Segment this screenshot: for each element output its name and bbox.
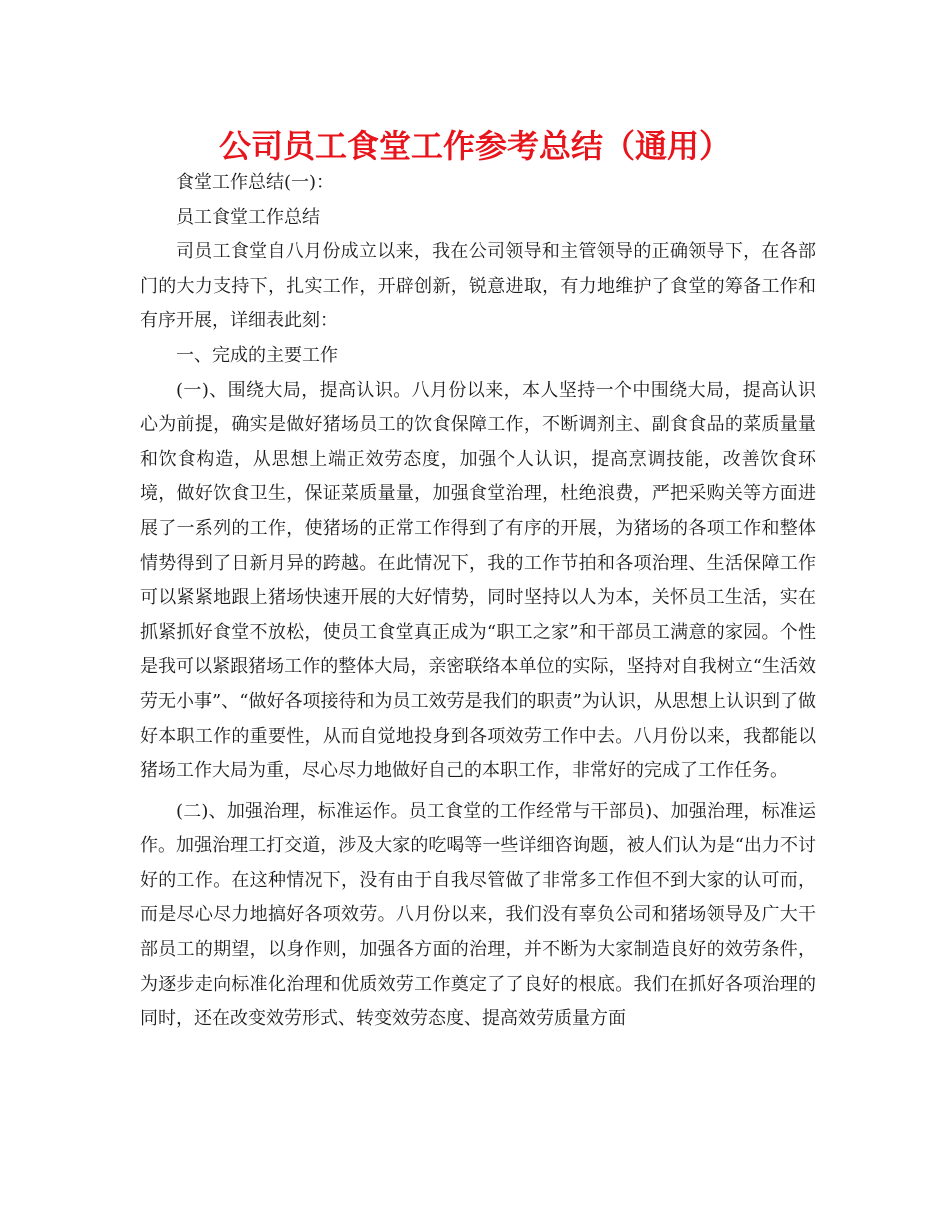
paragraph-section-heading: 食堂工作总结(一)： xyxy=(176,172,335,193)
document-body xyxy=(140,166,816,1037)
document-title: 公司员工食堂工作参考总结（通用） xyxy=(218,127,731,165)
paragraph-heading-main-work: 一、完成的主要工作 xyxy=(176,344,338,366)
paragraph-subtitle: 员工食堂工作总结 xyxy=(176,206,320,228)
paragraph-intro: 司员工食堂自八月份成立以来，我在公司领导和主管领导的正确领导下，在各部门的大力支持下，扎实工作，开辟创新，锐意进取，有力地维护了食堂的筹备工作和有序开展，详细表此刻： xyxy=(140,241,816,332)
paragraph-item-1: (一)、围绕大局，提高认识。八月份以来，本人坚持一个中围绕大局，提高认识心为前提，确实是做好猪场员工的饮食保障工作，不断调剂主、副食食品的菜质量量和饮食构造，从思想上端正效劳态度，加强个人认识，提高烹调技能，改善饮食环境，做好饮食卫生，保证菜质量量，加强食堂治理，杜绝浪费，严把采购关等方面进展了一系列的工作，使猪场的正常工作得到了有序的开展，为猪场的各项工作和整体情势得到了日新月异的跨越。在此情况下，我的工作节拍和各项治理、生活保障工作可以紧紧地跟上猪场快速开展的大好情势，同时坚持以人为本，关怀员工生活，实在抓紧抓好食堂不放松，使员工食堂真正成为“职工之家”和干部员工满意的家园。个性是我可以紧跟猪场工作的整体大局，亲密联络本单位的实际，坚持对自我树立“生活效劳无小事”、“做好各项接待和为员工效劳是我们的职责”为认识，从思想上认识到了做好本职工作的重要性，从而自觉地投身到各项效劳工作中去。八月份以来，我都能以猪场工作大局为重，尽心尽力地做好自己的本职工作，非常好的完成了工作任务。 xyxy=(140,379,816,782)
paragraph-item-2: (二)、加强治理，标准运作。员工食堂的工作经常与干部员)、加强治理，标准运作。加强治理工打交道，涉及大家的吃喝等一些详细咨询题，被人们认为是“出力不讨好的工作。在这种情况下，没有由于自我尽管做了非常多工作但不到大家的认可而，而是尽心尽力地搞好各项效劳。八月份以来，我们没有辜负公司和猪场领导及广大干部员工的期望，以身作则，加强各方面的治理，并不断为大家制造良好的效劳条件，为逐步走向标准化治理和优质效劳工作奠定了了良好的根底。我们在抓好各项治理的同时，还在改变效劳形式、转变效劳态度、提高效劳质量方面 xyxy=(140,800,816,1030)
